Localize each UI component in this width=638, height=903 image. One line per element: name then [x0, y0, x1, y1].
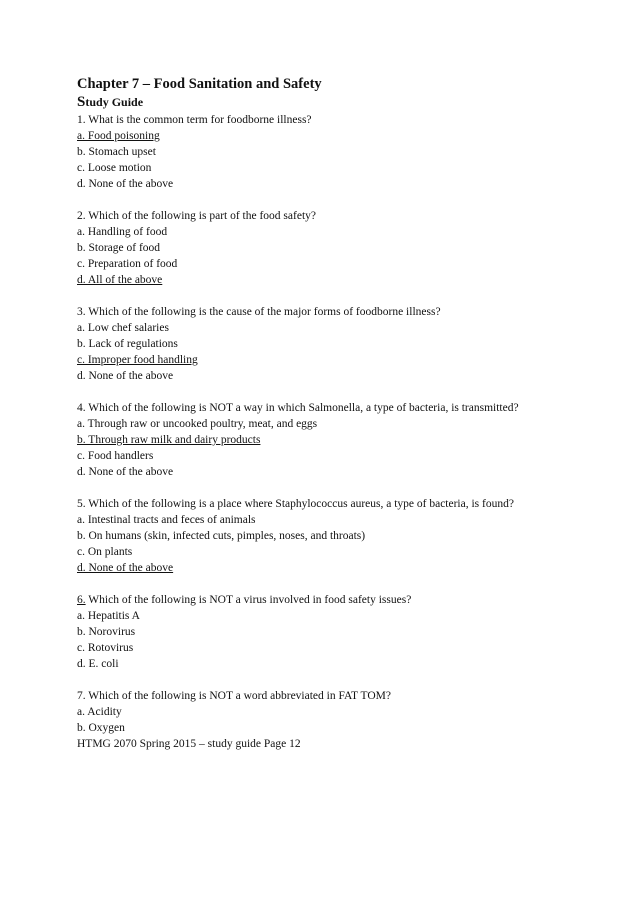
option-a: a. Low chef salaries [77, 322, 169, 334]
question-text [77, 592, 597, 608]
option-d: d. E. coli [77, 658, 119, 670]
question-block-5 [77, 496, 597, 576]
option-c: c. Food handlers [77, 450, 154, 462]
option-c: c. Loose motion [77, 162, 152, 174]
study-guide-initial: S [77, 94, 86, 110]
option-a: a. Acidity [77, 706, 122, 718]
option-d-answer: d. All of the above [77, 274, 163, 286]
question-body: Which of the following is NOT a virus involved in food safety issues? [85, 594, 412, 606]
question-block-7 [77, 688, 597, 736]
option-b: b. Oxygen [77, 722, 125, 734]
option-d: d. None of the above [77, 466, 174, 478]
option-d: d. None of the above [77, 178, 174, 190]
option-b-answer: b. Through raw milk and dairy products [77, 434, 261, 446]
question-text: 4. Which of the following is NOT a way in which Salmonella, a type of bacteria, is transmitted? [77, 402, 519, 414]
question-number: 6. [77, 594, 86, 606]
question-block-2 [77, 208, 597, 288]
chapter-title: Chapter 7 – Food Sanitation and Safety [77, 76, 322, 92]
question-text: 7. Which of the following is NOT a word abbreviated in FAT TOM? [77, 690, 391, 702]
option-b: b. Stomach upset [77, 146, 156, 158]
option-a: a. Handling of food [77, 226, 168, 238]
option-b: b. Storage of food [77, 242, 161, 254]
option-b: b. On humans (skin, infected cuts, pimples, noses, and throats) [77, 530, 366, 542]
document-content [77, 75, 597, 752]
option-c-answer: c. Improper food handling [77, 354, 198, 366]
option-c: c. On plants [77, 546, 133, 558]
option-d: d. None of the above [77, 370, 174, 382]
study-guide-rest: tudy Guide [85, 95, 144, 109]
option-b: b. Lack of regulations [77, 338, 178, 350]
page-footer: HTMG 2070 Spring 2015 – study guide Page 12 [77, 738, 301, 750]
question-block-3 [77, 304, 597, 384]
option-a: a. Through raw or uncooked poultry, meat, and eggs [77, 418, 318, 430]
option-c: c. Preparation of food [77, 258, 178, 270]
question-block-4 [77, 400, 597, 480]
option-b: b. Norovirus [77, 626, 136, 638]
question-text: 1. What is the common term for foodborne illness? [77, 114, 312, 126]
option-c: c. Rotovirus [77, 642, 134, 654]
study-guide-heading [77, 93, 597, 112]
option-a: a. Intestinal tracts and feces of animals [77, 514, 256, 526]
option-d-answer: d. None of the above [77, 562, 174, 574]
question-block-1 [77, 112, 597, 192]
question-text: 3. Which of the following is the cause of the major forms of foodborne illness? [77, 306, 441, 318]
question-text: 2. Which of the following is part of the food safety? [77, 210, 316, 222]
option-a: a. Hepatitis A [77, 610, 140, 622]
option-a-answer: a. Food poisoning [77, 130, 160, 142]
question-block-6 [77, 592, 597, 672]
question-text: 5. Which of the following is a place where Staphylococcus aureus, a type of bacteria, is found? [77, 498, 514, 510]
